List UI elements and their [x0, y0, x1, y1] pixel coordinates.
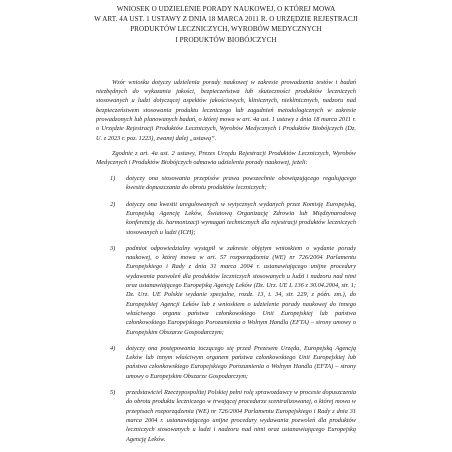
- title-line-4: I PRODUKTÓW BIOBÓJCZYCH: [175, 35, 277, 44]
- list-item-number: 2): [110, 200, 116, 208]
- list-item: [96, 174, 356, 193]
- list-item-number: 5): [110, 389, 116, 397]
- title-line-3: PRODUKTÓW LECZNICZYCH, WYROBÓW MEDYCZNYCH: [130, 25, 322, 34]
- list-item-number: 3): [110, 244, 116, 252]
- title-line-2: W ART. 4A UST. 1 USTAWY Z DNIA 18 MARCA 2011 R. O URZĘDZIE REJESTRACJI: [94, 15, 358, 24]
- list-item-text: podmiot odpowiedzialny wystąpił w zakresie objętym wnioskiem o wydanie porady naukowej, o której mowa w art. 57 rozporządzenia (WE) nr 726/2004 Parlamentu Europejskiego i Rady z dnia 31 marca 2004 r. ustanawiającego unijne procedury wydawania pozwoleń dla produktów leczniczych stosowanych u ludzi i nadzoru nad nimi oraz ustanawiającego Europejską Agencję Leków (Dz. Urz. UE L 136 z 30.04.2004, str. 1; Dz. Urz. UE Polskie wydanie specjalne, rozdz. 13, t. 34, str. 229, z późn. zm.), do Europejskiej Agencji Leków lub z wnioskiem o udzielenie porady naukowej do innego właściwego organu państwa członkowskiego Unii Europejskiej lub państwa członkowskiego Europejskiego Porozumienia o Wolnym Handlu (EFTA) – strony umowy o Europejskim Obszarze Gospodarczym;: [126, 244, 356, 336]
- intro-paragraph: Wzór wniosku dotyczy udzielenia porady naukowej w zakresie prowadzenia testów i badań niezbędnych do wykazania jakości, bezpieczeństwa lub skuteczności produktów leczniczych stosowanych u ludzi dotyczącej aspektów jakościowych, klinicznych, nieklinicznych, nadzoru nad bezpieczeństwem stosowania produktu leczniczego lub zagadnień metodologicznych w zakresie prowadzonych lub planowanych badań, o której mowa w art. 4a ust. 1 ustawy z dnia 18 marca 2011 r. o Urzędzie Rejestracji Produktów Leczniczych, Wyrobów Medycznych i Produktów Biobójczych (Dz. U. z 2023 r. poz. 1223), zwanej dalej „ustawą”.: [96, 78, 356, 142]
- list-item-text: przedstawiciel Rzeczypospolitej Polskiej pełni rolę sprawozdawcy w procesie dopuszczenia do obrotu produktu leczniczego w trwającej procedurze scentralizowanej, o której mowa w przepisach rozporządzenia (WE) nr 726/2004 Parlamentu Europejskiego i Rady z dnia 31 marca 2004 r. ustanawiającego unijne procedury wydawania pozwoleń dla produktów leczniczych stosowanych u ludzi i nadzoru nad nimi oraz ustanawiającego Europejską Agencję Leków.: [126, 389, 356, 443]
- title-line-1: WNIOSEK O UDZIELENIE PORADY NAUKOWEJ, O KTÓREJ MOWA: [116, 5, 336, 13]
- list-item-text: dotyczy ona kwestii uregulowanych w wytycznych wydanych przez Komisję Europejską, Europejską Agencję Leków, Światową Organizację Zdrowia lub Międzynarodową konferencję ds. harmonizacji wymagań technicznych dla rejestracji produktów leczniczych stosowanych u ludzi (ICH);: [126, 200, 356, 236]
- list-item: [96, 200, 356, 237]
- list-item-text: dotyczy ona postępowania toczącego się przed Prezesem Urzędu, Europejską Agencją Leków lub innym właściwym organem państwa członkowskiego Unii Europejskiej lub państwa członkowskiego Europejskiego Porozumienia o Wolnym Handlu (EFTA) – strony umowy o Europejskim Obszarze Gospodarczym;: [126, 344, 356, 380]
- list-item-number: 1): [110, 175, 116, 183]
- refusal-paragraph: Zgodnie z art. 4a ust. 2 ustawy, Prezes Urzędu Rejestracji Produktów Leczniczych, Wyrobów Medycznych i Produktów Biobójczych odmawia udzielenia porady naukowej, jeżeli:: [96, 150, 356, 167]
- list-item-text: dotyczy ona stosowania przepisów prawa powszechnie obowiązującego regulującego kwestie dopuszczania do obrotu produktów leczniczych;: [126, 175, 356, 192]
- document-title: [90, 4, 362, 45]
- list-item: [96, 388, 356, 444]
- list-item-number: 4): [110, 344, 116, 352]
- list-item: [96, 244, 356, 337]
- list-item: [96, 344, 356, 381]
- refusal-conditions-list: [96, 174, 356, 444]
